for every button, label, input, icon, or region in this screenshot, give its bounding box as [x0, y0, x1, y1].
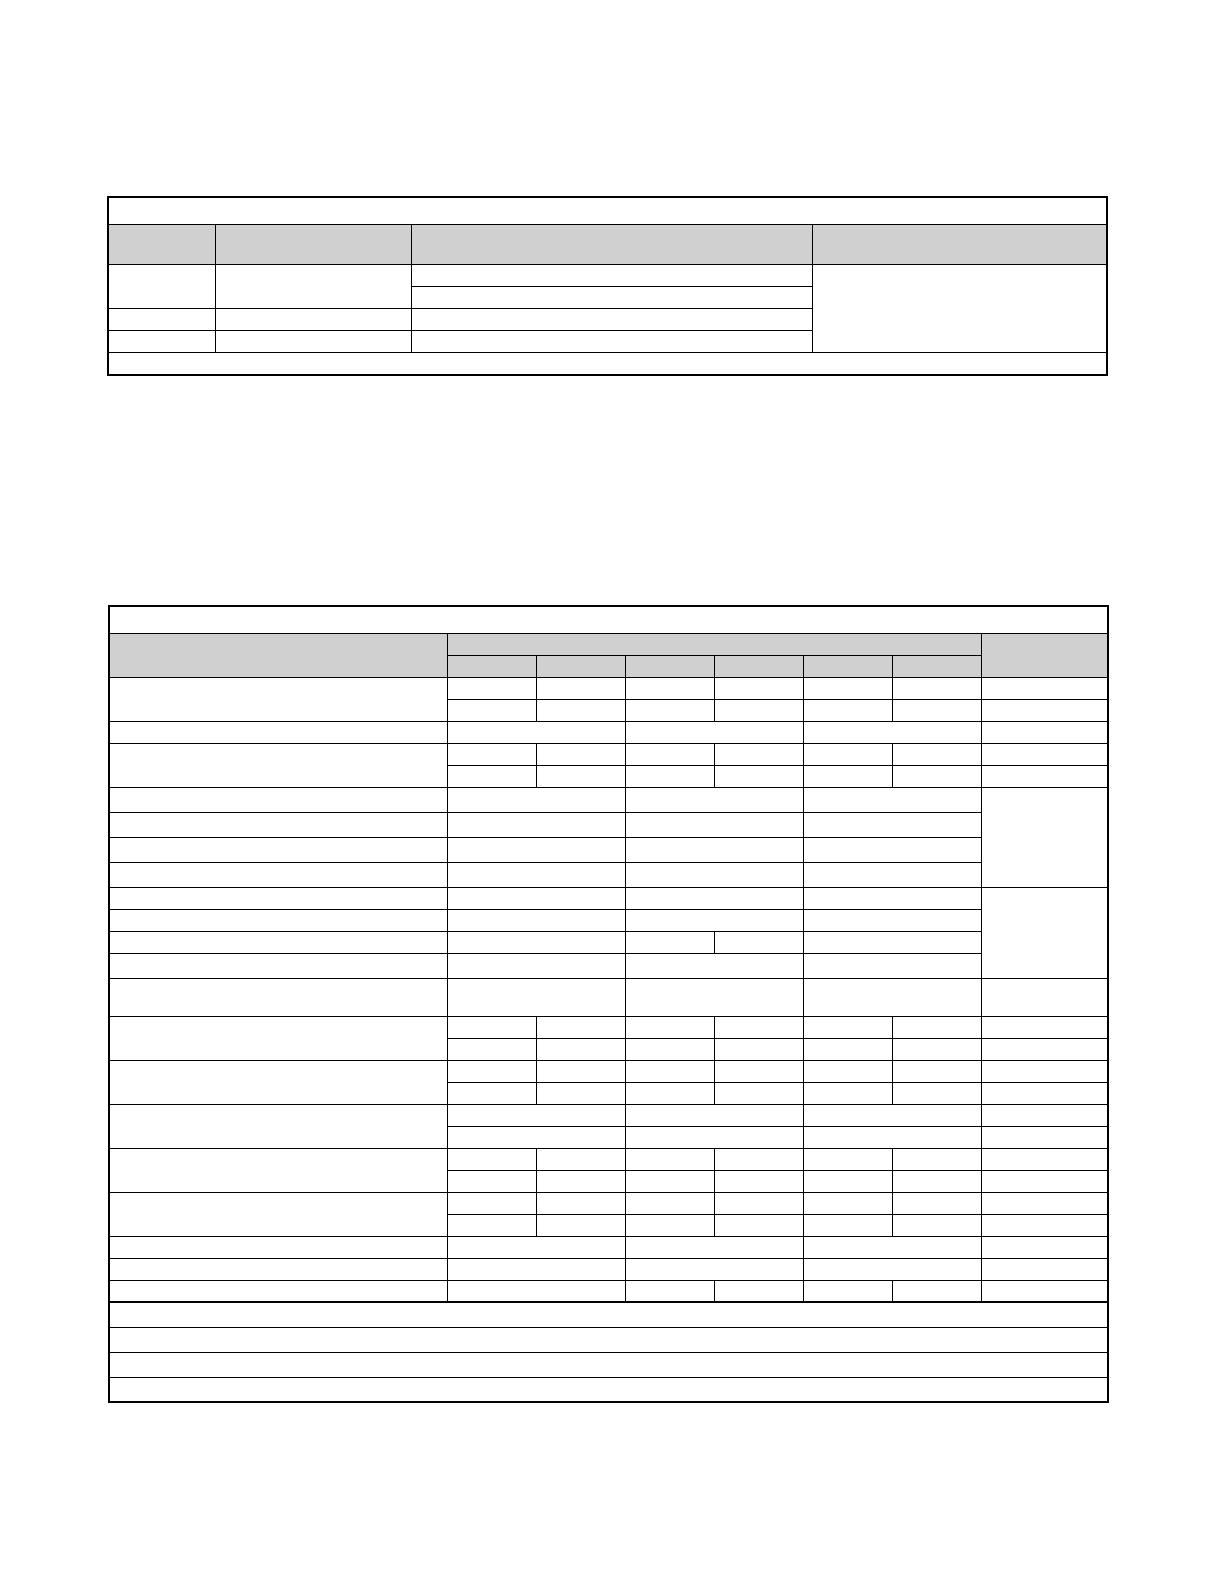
table-2-cell [981, 787, 1108, 887]
table-1-cell [108, 308, 215, 330]
table-2-cell [981, 765, 1108, 787]
table-2-cell [447, 931, 625, 953]
table-2-cell [803, 1236, 981, 1258]
table-2-cell [981, 1170, 1108, 1192]
table-2-cell [981, 677, 1108, 699]
table-1-header-cell [215, 224, 411, 264]
table-2-cell [803, 699, 892, 721]
table-2-cell [536, 765, 625, 787]
table-2-cell [892, 765, 981, 787]
table-2-cell [447, 837, 625, 862]
table-2-cell [714, 743, 803, 765]
table-2-cell [447, 1016, 536, 1038]
table-2-cell [803, 1148, 892, 1170]
table-2-cell [714, 699, 803, 721]
table-2-cell [892, 1082, 981, 1104]
table-2-footnote [109, 1377, 1108, 1402]
table-2-cell [714, 1060, 803, 1082]
table-2-cell [625, 812, 803, 837]
table-2-row-label [109, 978, 447, 1016]
table-2-cell [625, 1280, 714, 1302]
table-2-cell [714, 1148, 803, 1170]
table-2-cell [981, 887, 1108, 978]
table-2-row-label [109, 743, 447, 787]
table-2-cell [714, 677, 803, 699]
table-2-subheader [447, 655, 536, 677]
table-2-cell [625, 1192, 714, 1214]
table-2-cell [803, 787, 981, 812]
table-2-cell [536, 1082, 625, 1104]
table-2-cell [892, 1214, 981, 1236]
table-2-cell [803, 1280, 892, 1302]
table-2-cell [447, 909, 625, 931]
table-2-cell [447, 1258, 625, 1280]
table-2-cell [803, 765, 892, 787]
table-2-cell [536, 743, 625, 765]
table-2-cell [447, 1192, 536, 1214]
table-2-row-label [109, 1104, 447, 1148]
table-2-cell [803, 837, 981, 862]
table-2-cell [625, 1236, 803, 1258]
table-2-cell [803, 1214, 892, 1236]
table-2-cell [625, 1214, 714, 1236]
table-1-cell [812, 264, 1107, 352]
table-2-cell [625, 1148, 714, 1170]
table-2-row-label [109, 931, 447, 953]
table-2-cell [447, 699, 536, 721]
table-2-title [109, 606, 1108, 633]
table-2-footnote [109, 1352, 1108, 1377]
table-2-cell [892, 743, 981, 765]
table-2-row-label [109, 1148, 447, 1192]
table-2-footnote [109, 1327, 1108, 1352]
table-2-header-last [981, 633, 1108, 677]
table-2-cell [536, 699, 625, 721]
table-2-cell [447, 887, 625, 909]
table-2-cell [447, 812, 625, 837]
table-2-cell [892, 1148, 981, 1170]
table-2-cell [625, 862, 803, 887]
table-2-cell [625, 1104, 803, 1126]
table-1-title [108, 197, 1107, 224]
table-2-cell [447, 1082, 536, 1104]
table-2-subheader [536, 655, 625, 677]
table-1-cell [108, 264, 215, 308]
table-1-header-cell [411, 224, 812, 264]
table-2-cell [625, 1016, 714, 1038]
table-2-cell [625, 787, 803, 812]
table-2-subheader [892, 655, 981, 677]
table-2-row-label [109, 1192, 447, 1236]
table-2-cell [714, 1016, 803, 1038]
table-2-cell [536, 677, 625, 699]
table-2-cell [625, 1170, 714, 1192]
table-2-cell [536, 1038, 625, 1060]
table-2-cell [447, 1126, 625, 1148]
table-2-cell [803, 743, 892, 765]
table-2-cell [803, 721, 981, 743]
table-2-subheader [625, 655, 714, 677]
table-2-row-label [109, 1060, 447, 1104]
table-2-cell [981, 1038, 1108, 1060]
table-2-cell [803, 1170, 892, 1192]
table-2-cell [536, 1016, 625, 1038]
table-1 [107, 196, 1108, 376]
table-2-cell [803, 909, 981, 931]
table-2-cell [981, 1192, 1108, 1214]
table-1-cell [215, 330, 411, 352]
table-2-subheader [714, 655, 803, 677]
table-2-cell [536, 1148, 625, 1170]
table-2-cell [981, 699, 1108, 721]
table-2-cell [981, 1016, 1108, 1038]
table-2-cell [625, 743, 714, 765]
table-2-cell [892, 699, 981, 721]
table-2-row-label [109, 1280, 447, 1302]
table-2-cell [625, 677, 714, 699]
table-2-cell [447, 1038, 536, 1060]
table-2-cell [981, 721, 1108, 743]
table-2-cell [625, 837, 803, 862]
table-2-cell [803, 887, 981, 909]
table-2-cell [892, 1038, 981, 1060]
table-1-cell [108, 330, 215, 352]
table-2-cell [803, 677, 892, 699]
table-2-cell [447, 743, 536, 765]
table-2-cell [981, 1258, 1108, 1280]
table-2-cell [803, 931, 981, 953]
table-2-cell [803, 1126, 981, 1148]
table-1-header-cell [108, 224, 215, 264]
table-2-cell [892, 1016, 981, 1038]
table-2-cell [892, 677, 981, 699]
table-2-row-label [109, 1016, 447, 1060]
table-2-cell [714, 1192, 803, 1214]
table-2-cell [625, 909, 803, 931]
table-2-cell [625, 1060, 714, 1082]
table-2-cell [981, 1148, 1108, 1170]
table-2-row-label [109, 887, 447, 909]
table-2-header-label [109, 633, 447, 677]
table-2-cell [536, 1170, 625, 1192]
table-2-cell [447, 765, 536, 787]
table-2-cell [803, 1258, 981, 1280]
table-1-cell [411, 330, 812, 352]
table-2-cell [625, 931, 714, 953]
table-2-cell [625, 699, 714, 721]
table-1-footer [108, 352, 1107, 375]
table-2-cell [803, 1104, 981, 1126]
table-2-cell [447, 862, 625, 887]
table-2-cell [625, 887, 803, 909]
table-2-cell [625, 978, 803, 1016]
table-2-row-label [109, 837, 447, 862]
table-1-cell [411, 286, 812, 308]
table-1-cell [215, 308, 411, 330]
table-2-cell [447, 1280, 625, 1302]
table-1-cell [411, 264, 812, 286]
table-2-cell [714, 1170, 803, 1192]
table-2-row-label [109, 677, 447, 721]
table-2-cell [714, 1214, 803, 1236]
table-2-cell [803, 1038, 892, 1060]
table-2-cell [803, 812, 981, 837]
table-2-row-label [109, 787, 447, 812]
table-1-cell [411, 308, 812, 330]
table-2-cell [447, 1214, 536, 1236]
table-2-row-label [109, 812, 447, 837]
table-2-cell [714, 931, 803, 953]
table-2-cell [981, 743, 1108, 765]
table-2-cell [447, 721, 625, 743]
table-2-cell [892, 1192, 981, 1214]
table-2-cell [625, 721, 803, 743]
table-2-row-label [109, 721, 447, 743]
table-2-cell [447, 953, 625, 978]
table-2-cell [625, 953, 803, 978]
table-2-cell [625, 1126, 803, 1148]
table-2-cell [981, 1082, 1108, 1104]
table-2-cell [803, 1192, 892, 1214]
table-2-cell [447, 1236, 625, 1258]
table-2-subheader [803, 655, 892, 677]
table-2-cell [803, 1082, 892, 1104]
table-2-cell [447, 787, 625, 812]
table-2-cell [981, 1126, 1108, 1148]
table-2-row-label [109, 1236, 447, 1258]
table-2-cell [981, 1060, 1108, 1082]
table-2-cell [625, 765, 714, 787]
table-2-cell [981, 1104, 1108, 1126]
table-2-cell [536, 1214, 625, 1236]
table-2-cell [714, 1038, 803, 1060]
table-2-cell [714, 1280, 803, 1302]
table-2-cell [447, 677, 536, 699]
table-2-cell [892, 1170, 981, 1192]
table-2-row-label [109, 909, 447, 931]
table-2-cell [714, 1082, 803, 1104]
table-1-cell [215, 264, 411, 308]
table-2-cell [447, 978, 625, 1016]
table-2-cell [536, 1060, 625, 1082]
table-2-header-group [447, 633, 981, 655]
table-2-cell [447, 1104, 625, 1126]
table-2-cell [892, 1280, 981, 1302]
table-2-cell [447, 1170, 536, 1192]
table-2-cell [803, 1016, 892, 1038]
table-2-footnote [109, 1302, 1108, 1327]
table-2-cell [536, 1192, 625, 1214]
table-2-cell [981, 978, 1108, 1016]
table-2 [108, 605, 1109, 1403]
table-2-cell [625, 1082, 714, 1104]
table-2-row-label [109, 862, 447, 887]
table-2-cell [892, 1060, 981, 1082]
table-2-row-label [109, 1258, 447, 1280]
table-2-cell [803, 862, 981, 887]
table-2-cell [803, 1060, 892, 1082]
table-2-cell [447, 1148, 536, 1170]
table-2-cell [714, 765, 803, 787]
table-2-cell [447, 1060, 536, 1082]
table-1-header-cell [812, 224, 1107, 264]
table-2-cell [803, 953, 981, 978]
table-2-row-label [109, 953, 447, 978]
table-2-cell [625, 1038, 714, 1060]
table-2-cell [981, 1280, 1108, 1302]
table-2-cell [803, 978, 981, 1016]
table-2-cell [981, 1214, 1108, 1236]
table-2-cell [625, 1258, 803, 1280]
table-2-cell [981, 1236, 1108, 1258]
